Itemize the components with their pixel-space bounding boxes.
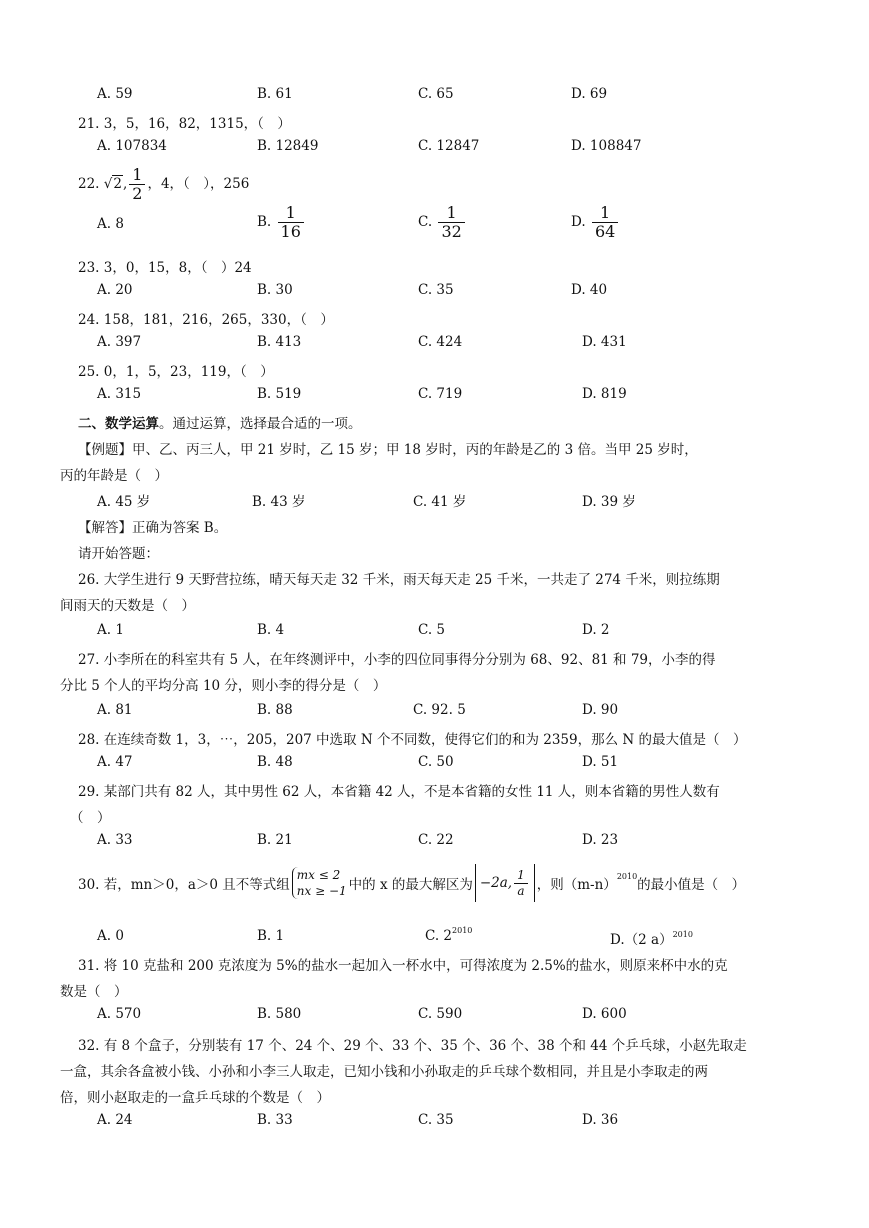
q20-options — [0, 86, 869, 110]
q30-part-4: 的最小值是（ ） — [637, 877, 746, 893]
q26-line-2 — [0, 594, 869, 618]
q22-option-d-letter: D. — [571, 214, 586, 230]
q22-text: 22. √2, $\frac{1}{2}$ ，4，（ ），256 — [78, 165, 250, 203]
q22-option-c-letter: C. — [418, 214, 433, 230]
q22-options — [0, 204, 869, 246]
q32-text-1: 32. 有 8 个盒子，分别装有 17 个、24 个、29 个、33 个、35 个、36 个、38 个和 44 个乒乓球，小赵先取走 — [78, 1038, 747, 1054]
q23-option-c[interactable]: C. 35 — [418, 282, 454, 298]
example-option-d[interactable]: D. 39 岁 — [582, 494, 636, 510]
q23-text: 23. 3，0，15，8，（ ）24 — [78, 260, 252, 276]
q30-exponent: 2010 — [616, 871, 638, 881]
section-2-description: 。通过运算，选择最合适的一项。 — [159, 416, 362, 432]
example-option-a[interactable]: A. 45 岁 — [97, 494, 151, 510]
q30-question — [0, 862, 869, 908]
q21-text: 21. 3，5，16，82，1315，（ ） — [78, 116, 291, 132]
q25-option-b[interactable]: B. 519 — [257, 386, 302, 402]
q27-text-2: 分比 5 个人的平均分高 10 分，则小李的得分是（ ） — [60, 678, 387, 694]
q22-fraction-denominator: 2 — [129, 184, 145, 203]
q32-option-d[interactable]: D. 36 — [582, 1112, 619, 1128]
section-2-heading — [78, 412, 362, 432]
q23-question — [0, 256, 869, 280]
q23-option-d[interactable]: D. 40 — [571, 282, 608, 298]
q20-option-c[interactable]: C. 65 — [418, 86, 454, 102]
q22-option-b-numerator: 1 — [285, 203, 296, 222]
q26-line-1 — [0, 568, 869, 592]
q30-interval-denominator: a — [514, 883, 527, 899]
example-line-2 — [0, 464, 869, 488]
q29-option-d[interactable]: D. 23 — [582, 832, 619, 848]
q28-text: 28. 在连续奇数 1，3，⋯，205，207 中选取 N 个不同数，使得它们的和为 2359，那么 N 的最大值是（ ） — [78, 732, 747, 748]
q24-text: 24. 158，181，216，265，330，（ ） — [78, 312, 334, 328]
q21-options — [0, 138, 869, 162]
q21-option-c[interactable]: C. 12847 — [418, 138, 480, 154]
q32-option-b[interactable]: B. 33 — [257, 1112, 293, 1128]
q28-option-a[interactable]: A. 47 — [97, 754, 133, 770]
example-option-c[interactable]: C. 41 岁 — [413, 494, 467, 510]
q27-line-1 — [0, 648, 869, 672]
q31-text-1: 31. 将 10 克盐和 200 克浓度为 5%的盐水一起加入一杯水中，可得浓度为 2.5%的盐水，则原来杯中水的克 — [78, 958, 728, 974]
q22-fraction — [129, 166, 145, 203]
q29-option-b[interactable]: B. 21 — [257, 832, 293, 848]
q28-option-c[interactable]: C. 50 — [418, 754, 454, 770]
q25-option-d[interactable]: D. 819 — [582, 386, 627, 402]
q20-option-d[interactable]: D. 69 — [571, 86, 608, 102]
q22-option-d-fraction — [592, 204, 618, 241]
q26-text-2: 间雨天的天数是（ ） — [60, 598, 195, 614]
q23-option-a[interactable]: A. 20 — [97, 282, 133, 298]
q27-option-b[interactable]: B. 88 — [257, 702, 293, 718]
q30-option-b[interactable]: B. 1 — [257, 928, 285, 944]
q28-option-b[interactable]: B. 48 — [257, 754, 293, 770]
q31-option-b[interactable]: B. 580 — [257, 1006, 302, 1022]
q30-option-c-exponent: 2010 — [452, 926, 473, 935]
start-prompt — [0, 542, 869, 566]
q25-options — [0, 386, 869, 410]
q26-option-a[interactable]: A. 1 — [97, 622, 124, 638]
q29-option-c[interactable]: C. 22 — [418, 832, 454, 848]
q26-options — [0, 622, 869, 646]
q22-sqrt-radicand: 2 — [113, 176, 122, 192]
q22-option-b[interactable] — [257, 204, 306, 241]
q30-option-d-exponent: 2010 — [672, 930, 693, 939]
q31-text-2: 数是（ ） — [60, 984, 128, 1000]
q30-inequality-1: mx ≤ 2 — [296, 868, 341, 882]
q30-part-2: 中的 x 的最大解区为 — [348, 877, 473, 893]
q29-line-2 — [0, 806, 869, 830]
q30-text — [78, 864, 745, 902]
q29-options — [0, 832, 869, 856]
q32-line-2 — [0, 1060, 869, 1084]
q27-options — [0, 702, 869, 726]
q22-option-c-numerator: 1 — [446, 203, 457, 222]
q29-text-1: 29. 某部门共有 82 人，其中男性 62 人，本省籍 42 人，不是本省籍的女性 11 人，则本省籍的男性人数有 — [78, 784, 720, 800]
q24-option-d[interactable]: D. 431 — [582, 334, 627, 350]
q27-option-c[interactable]: C. 92. 5 — [413, 702, 466, 718]
q22-option-b-letter: B. — [257, 214, 272, 230]
q30-option-d-base: D.（2 a） — [610, 932, 673, 948]
section-2-header — [0, 412, 869, 436]
q20-option-b[interactable]: B. 61 — [257, 86, 293, 102]
q32-option-c[interactable]: C. 35 — [418, 1112, 454, 1128]
q26-option-c[interactable]: C. 5 — [418, 622, 446, 638]
q30-inequality-system — [292, 867, 347, 899]
q31-option-d[interactable]: D. 600 — [582, 1006, 627, 1022]
q32-line-3 — [0, 1086, 869, 1110]
q22-sqrt: √2 — [103, 176, 122, 192]
q27-option-a[interactable]: A. 81 — [97, 702, 133, 718]
q25-text: 25. 0，1，5，23，119，（ ） — [78, 364, 274, 380]
q23-option-b[interactable]: B. 30 — [257, 282, 293, 298]
example-options — [0, 490, 869, 514]
q30-option-a[interactable]: A. 0 — [97, 928, 124, 944]
q22-rest: ，4，（ ），256 — [147, 176, 250, 192]
q30-interval-left: −2a, — [479, 875, 513, 891]
q31-line-1 — [0, 954, 869, 978]
q31-option-a[interactable]: A. 570 — [97, 1006, 142, 1022]
q24-option-c[interactable]: C. 424 — [418, 334, 463, 350]
q32-line-1 — [0, 1034, 869, 1058]
q21-option-b[interactable]: B. 12849 — [257, 138, 319, 154]
q32-text-2: 一盒，其余各盒被小钱、小孙和小李三人取走，已知小钱和小孙取走的乒乓球个数相同，并且是小李取走的两 — [60, 1064, 708, 1080]
q22-option-b-fraction — [278, 204, 304, 241]
q21-question — [0, 112, 869, 136]
q22-option-b-denominator: 16 — [278, 222, 304, 241]
section-2-title: 二、数学运算 — [78, 416, 159, 432]
example-answer-text: 【解答】正确为答案 B。 — [78, 520, 228, 536]
q25-option-a[interactable]: A. 315 — [97, 386, 142, 402]
q20-option-a[interactable]: A. 59 — [97, 86, 133, 102]
q31-line-2 — [0, 980, 869, 1004]
example-text-2: 丙的年龄是（ ） — [60, 468, 168, 484]
q22-option-c-denominator: 32 — [438, 222, 464, 241]
q22-option-c-fraction — [438, 204, 464, 241]
q22-option-a[interactable]: A. 8 — [97, 216, 124, 232]
q22-fraction-numerator: 1 — [132, 165, 143, 184]
q30-option-d[interactable] — [610, 928, 693, 948]
start-prompt-text: 请开始答题： — [78, 546, 159, 562]
q24-option-a[interactable]: A. 397 — [97, 334, 142, 350]
q22-prefix: 22. — [78, 176, 100, 192]
q24-options — [0, 334, 869, 358]
q29-line-1 — [0, 780, 869, 804]
q22-question — [0, 162, 869, 203]
q29-text-2: （ ） — [70, 810, 111, 826]
example-line-1 — [0, 438, 869, 462]
q22-option-d-denominator: 64 — [592, 222, 618, 241]
q31-options — [0, 1006, 869, 1030]
example-option-b[interactable]: B. 43 岁 — [252, 494, 306, 510]
q32-text-3: 倍，则小赵取走的一盒乒乓球的个数是（ ） — [60, 1090, 330, 1106]
q30-interval — [475, 864, 535, 902]
q29-option-a[interactable]: A. 33 — [97, 832, 133, 848]
q24-option-b[interactable]: B. 413 — [257, 334, 302, 350]
q26-option-b[interactable]: B. 4 — [257, 622, 285, 638]
q30-interval-numerator: 1 — [517, 867, 525, 882]
q30-inequality-2: nx ≥ −1 — [296, 884, 347, 898]
q26-text-1: 26. 大学生进行 9 天野营拉练，晴天每天走 32 千米，雨天每天走 25 千米，一共走了 274 千米，则拉练期 — [78, 572, 720, 588]
q30-option-c[interactable] — [425, 928, 472, 944]
q23-options — [0, 282, 869, 306]
q25-question — [0, 360, 869, 384]
q31-option-c[interactable]: C. 590 — [418, 1006, 463, 1022]
q28-option-d[interactable]: D. 51 — [582, 754, 619, 770]
q28-question — [0, 728, 869, 752]
q32-options — [0, 1112, 869, 1136]
q24-question — [0, 308, 869, 332]
q21-option-a[interactable]: A. 107834 — [97, 138, 167, 154]
q26-option-d[interactable]: D. 2 — [582, 622, 610, 638]
q22-option-d[interactable] — [571, 204, 620, 241]
q30-part-1: 30. 若，mn＞0，a＞0 且不等式组 — [78, 877, 290, 893]
q22-option-d-numerator: 1 — [600, 203, 611, 222]
q30-options — [0, 928, 869, 952]
q27-line-2 — [0, 674, 869, 698]
q30-option-c-base: C. 2 — [425, 928, 453, 944]
q22-option-c[interactable] — [418, 204, 467, 241]
q30-part-3: ，则（m-n） — [536, 877, 617, 893]
q32-option-a[interactable]: A. 24 — [97, 1112, 133, 1128]
q27-text-1: 27. 小李所在的科室共有 5 人，在年终测评中，小李的四位同事得分分别为 68、92、81 和 79，小李的得 — [78, 652, 716, 668]
q21-option-d[interactable]: D. 108847 — [571, 138, 642, 154]
example-text-1: 【例题】甲、乙、丙三人，甲 21 岁时，乙 15 岁；甲 18 岁时，丙的年龄是乙的 3 倍。当甲 25 岁时， — [78, 442, 698, 458]
q27-option-d[interactable]: D. 90 — [582, 702, 619, 718]
q28-options — [0, 754, 869, 778]
q30-interval-fraction — [514, 868, 528, 899]
example-answer — [0, 516, 869, 540]
q25-option-c[interactable]: C. 719 — [418, 386, 463, 402]
